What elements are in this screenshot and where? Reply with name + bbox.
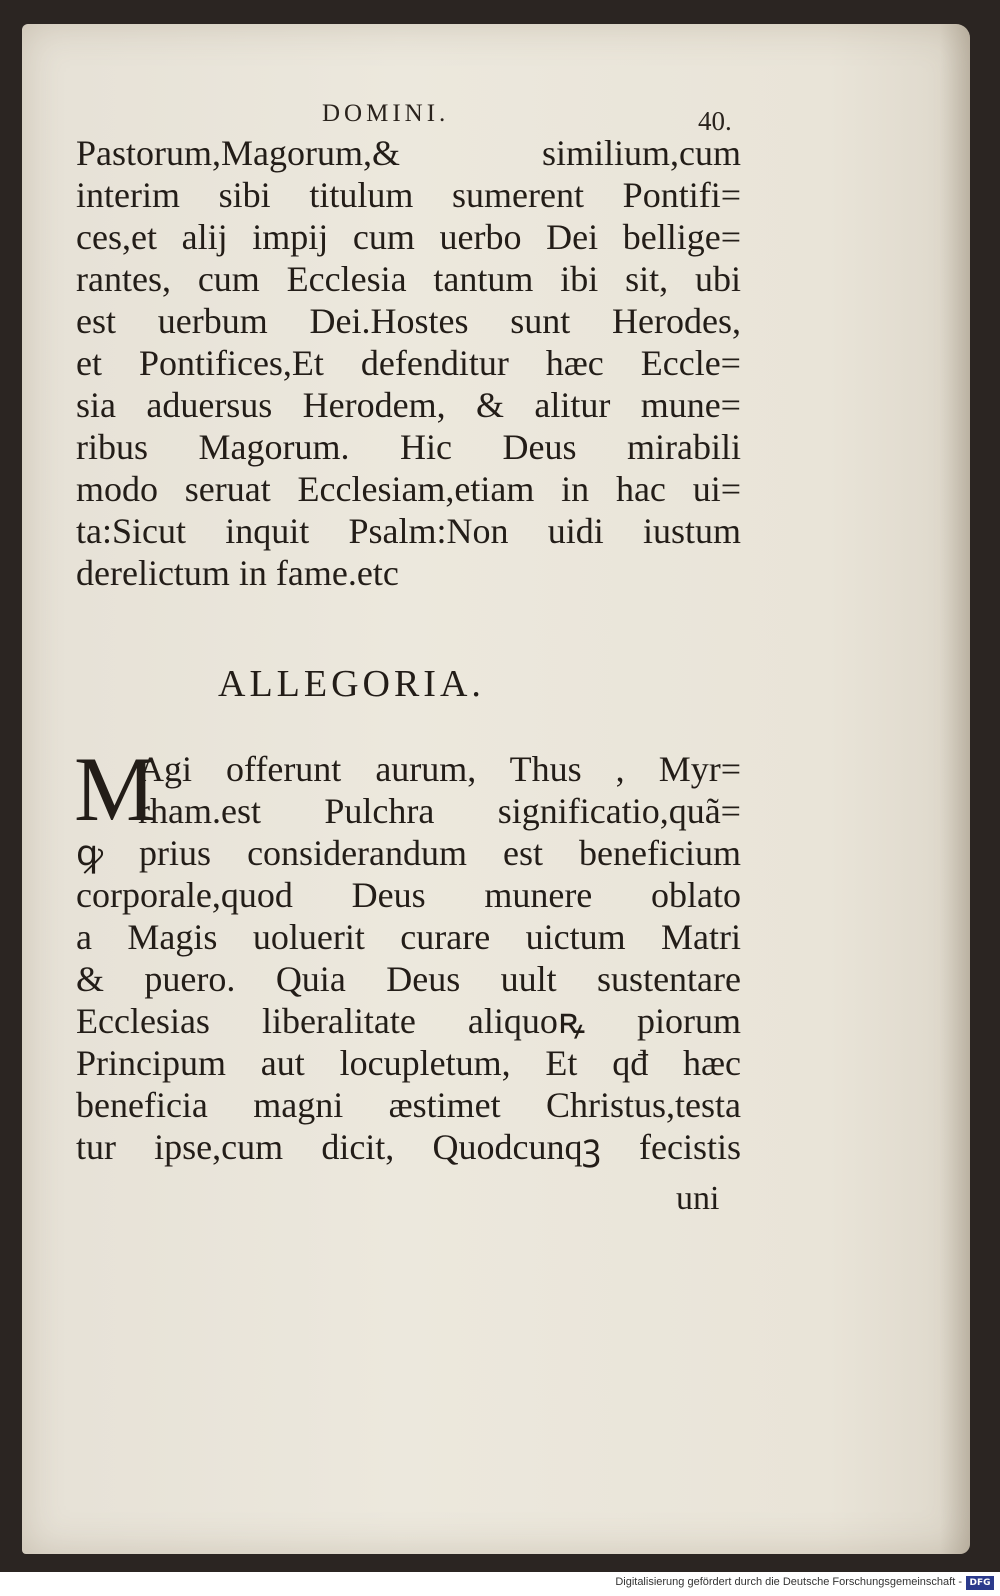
dfg-logo[interactable]: DFG (966, 1576, 994, 1590)
page-number: 40. (698, 106, 732, 136)
text-line: ꝙ prius considerandum est beneficium (76, 833, 741, 873)
text-line: Pastorum,Magorum,& similium,cum (76, 133, 741, 173)
text-line: ribus Magorum. Hic Deus mirabili (76, 427, 741, 467)
text-line: ta:Sicut inquit Psalm:Non uidi iustum (76, 511, 741, 551)
text-line: interim sibi titulum sumerent Pontifi= (76, 175, 741, 215)
paragraph-1 (76, 132, 741, 594)
section-heading: ALLEGORIA. (218, 663, 485, 705)
text-line: Agi offerunt aurum, Thus , Myr= (138, 749, 741, 789)
text-line: corporale,quod Deus munere oblato (76, 875, 741, 915)
text-line: tur ipse,cum dicit, Quodcunqꝫ fecistis (76, 1127, 741, 1167)
page-edge-shadow (940, 24, 970, 1554)
running-head: DOMINI. (322, 100, 450, 127)
text-line: Ecclesias liberalitate aliquoꝶ piorum (76, 1001, 741, 1041)
text-line: rham.est Pulchra significatio,quã= (138, 791, 741, 831)
text-line: a Magis uoluerit curare uictum Matri (76, 917, 741, 957)
footer-credit: Digitalisierung gefördert durch die Deutsche Forschungsgemeinschaft - (615, 1576, 962, 1588)
text-line: & puero. Quia Deus uult sustentare (76, 959, 741, 999)
text-line: sia aduersus Herodem, & alitur mune= (76, 385, 741, 425)
text-line: et Pontifices,Et defenditur hæc Eccle= (76, 343, 741, 383)
text-line: modo seruat Ecclesiam,etiam in hac ui= (76, 469, 741, 509)
catchword: uni (676, 1180, 720, 1217)
text-line: ces,et alij impij cum uerbo Dei bellige= (76, 217, 741, 257)
text-line: est uerbum Dei.Hostes sunt Herodes, (76, 301, 741, 341)
drop-cap-initial: M (74, 738, 156, 840)
paragraph-2 (76, 748, 741, 1168)
text-line: Principum aut locupletum, Et qđ hæc (76, 1043, 741, 1083)
text-line: derelictum in fame.etc (76, 553, 399, 593)
text-line: rantes, cum Ecclesia tantum ibi sit, ubi (76, 259, 741, 299)
text-line: beneficia magni æstimet Christus,testa (76, 1085, 741, 1125)
footer-bar (0, 1572, 1000, 1596)
